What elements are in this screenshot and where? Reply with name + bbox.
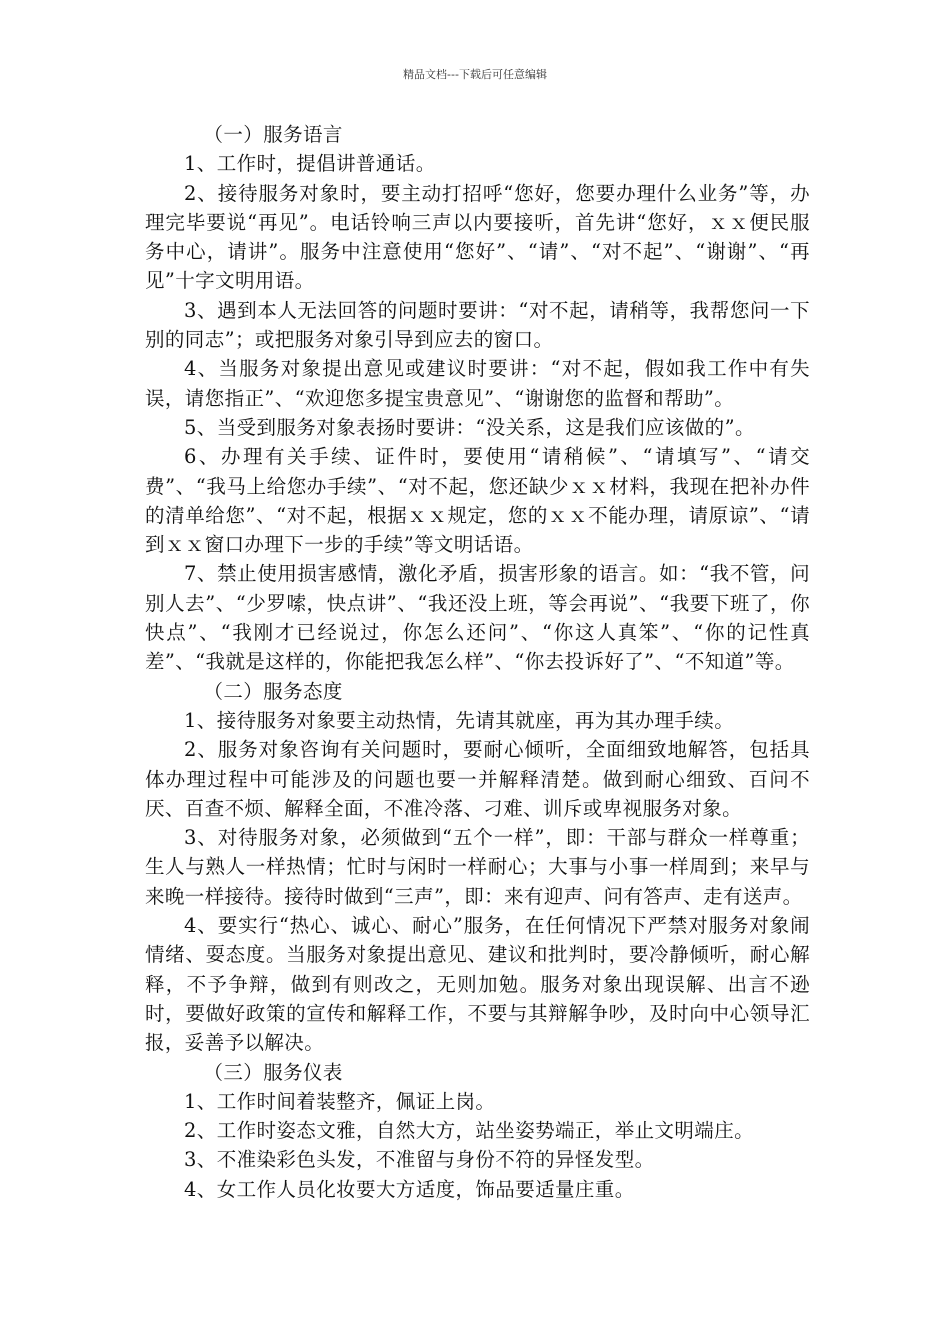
paragraph: 2、工作时姿态文雅，自然大方，站坐姿势端正，举止文明端庄。 <box>184 1119 755 1143</box>
paragraph: 1、工作时，提倡讲普通话。 <box>184 152 436 176</box>
paragraph: 2、服务对象咨询有关问题时，要耐心倾听，全面细致地解答，包括具体办理过程中可能涉及的问题也要一并解释清楚。做到耐心细致、百问不厌、百查不烦、解释全面，不准冷落、刁难、训斥或卑视服务对象。 <box>145 738 810 820</box>
paragraph: 4、女工作人员化妆要大方适度，饰品要适量庄重。 <box>184 1177 635 1201</box>
paragraph: 2、接待服务对象时，要主动打招呼“您好，您要办理什么业务”等，办理完毕要说“再见”。电话铃响三声以内要接听，首先讲“您好，ｘｘ便民服务中心，请讲”。服务中注意使用“您好”、“请”、“对不起”、“谢谢”、“再见”十字文明用语。 <box>145 181 810 293</box>
paragraph: 7、禁止使用损害感情，激化矛盾，损害形象的语言。如：“我不管，问别人去”、“少罗嗦，快点讲”、“我还没上班，等会再说”、“我要下班了，你快点”、“我刚才已经说过，你怎么还问”、“你这人真笨”、“你的记性真差”、“我就是这样的，你能把我怎么样”、“你去投诉好了”、“不知道”等。 <box>145 562 810 674</box>
paragraph: 3、不准染彩色头发，不准留与身份不符的异怪发型。 <box>184 1148 655 1172</box>
paragraph: 3、遇到本人无法回答的问题时要讲：“对不起，请稍等，我帮您问一下别的同志”；或把服务对象引导到应去的窗口。 <box>145 298 810 352</box>
section-heading-service-appearance: （三）服务仪表 <box>203 1060 343 1084</box>
paragraph: 1、接待服务对象要主动热情，先请其就座，再为其办理手续。 <box>184 708 735 732</box>
paragraph: 6、办理有关手续、证件时，要使用“请稍候”、“请填写”、“请交费”、“我马上给您办手续”、“对不起，您还缺少ｘｘ材料，我现在把补办件的清单给您”、“对不起，根据ｘｘ规定，您的ｘｘ不能办理，请原谅”、“请到ｘｘ窗口办理下一步的手续”等文明话语。 <box>145 445 810 557</box>
document-body <box>145 120 810 1204</box>
paragraph: 4、要实行“热心、诚心、耐心”服务，在任何情况下严禁对服务对象闹情绪、耍态度。当服务对象提出意见、建议和批判时，要冷静倾听，耐心解释，不予争辩，做到有则改之，无则加勉。服务对象出现误解、出言不逊时，要做好政策的宣传和解释工作，不要与其辩解争吵，及时向中心领导汇报，妥善予以解决。 <box>145 914 810 1055</box>
section-heading-service-attitude: （二）服务态度 <box>203 679 343 703</box>
paragraph: 5、当受到服务对象表扬时要讲：“没关系，这是我们应该做的”。 <box>184 415 755 439</box>
section-heading-service-language: （一）服务语言 <box>203 123 343 146</box>
page-header: 精品文档---下载后可任意编辑 <box>403 68 547 81</box>
paragraph: 3、对待服务对象，必须做到“五个一样”，即：干部与群众一样尊重；生人与熟人一样热情；忙时与闲时一样耐心；大事与小事一样周到；来早与来晚一样接待。接待时做到“三声”，即：来有迎声、问有答声、走有送声。 <box>145 826 810 908</box>
paragraph: 1、工作时间着装整齐，佩证上岗。 <box>184 1089 496 1113</box>
paragraph: 4、当服务对象提出意见或建议时要讲：“对不起，假如我工作中有失误，请您指正”、“欢迎您多提宝贵意见”、“谢谢您的监督和帮助”。 <box>145 357 810 410</box>
